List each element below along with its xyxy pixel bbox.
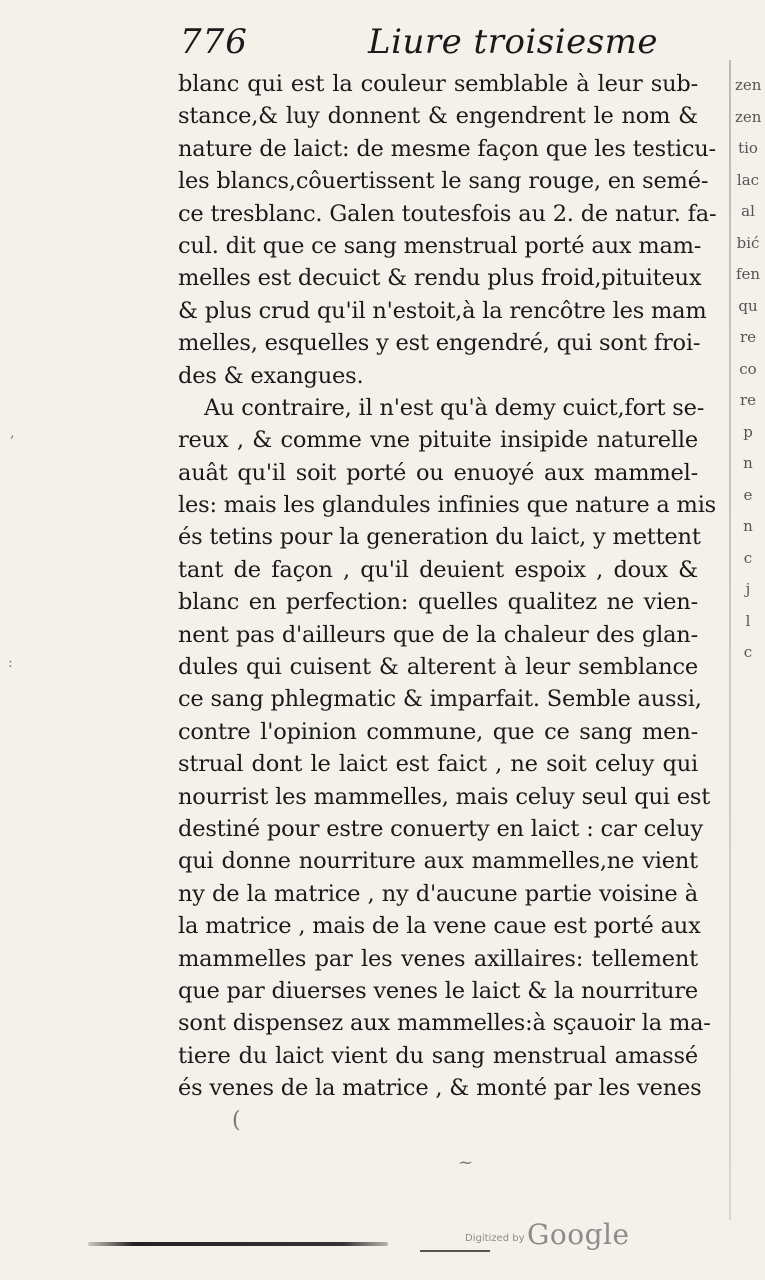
text-line: la matrice , mais de la vene caue est porté aux [178, 913, 701, 940]
text-line: nent pas d'ailleurs que de la chaleur des glan- [178, 621, 698, 648]
binding-edge [729, 60, 731, 1220]
page-bottom-edge-fragment [420, 1250, 490, 1252]
bleed-fragment: e [743, 485, 753, 504]
bleed-fragment: c [743, 548, 753, 567]
text-line: reux , & comme vne pituite insipide naturelle [178, 427, 698, 454]
paragraph-end-line: des & exangues. [178, 362, 364, 389]
paragraph-start-line: Au contraire, il n'est qu'à demy cuict,fort se- [204, 394, 705, 421]
text-line: tiere du laict vient du sang menstrual amassé [178, 1042, 698, 1069]
text-line: tant de façon , qu'il deuient espoix , doux & [178, 556, 698, 583]
text-line: qui donne nourriture aux mammelles,ne vient [178, 848, 698, 875]
text-line: contre l'opinion commune, que ce sang men- [178, 718, 698, 745]
bleed-fragment: co [739, 359, 757, 378]
stray-mark: : [8, 655, 13, 671]
facing-page-bleed [735, 70, 761, 669]
google-logo: Google [527, 1218, 630, 1251]
text-line: strual dont le laict est faict , ne soit celuy qui [178, 751, 698, 778]
bleed-fragment: zen [735, 107, 761, 126]
text-line: & plus crud qu'il n'estoit,à la rencôtre les mam [178, 297, 707, 324]
text-line: destiné pour estre conuerty en laict : car celuy [178, 815, 703, 842]
bleed-fragment: fen [735, 265, 761, 283]
text-line: nature de laict: de mesme façon que les testicu- [178, 135, 716, 162]
text-line: ce tresblanc. Galen toutesfois au 2. de natur. fa- [178, 200, 717, 227]
bleed-fragment: l [745, 611, 751, 630]
watermark-prefix: Digitized by [465, 1233, 525, 1244]
text-line: auât qu'il soit porté ou enuoyé aux mammel- [178, 459, 698, 486]
text-line: les: mais les glandules infinies que nature a mis [178, 492, 717, 519]
bleed-fragment: tio [738, 139, 758, 157]
text-line: melles est decuict & rendu plus froid,pituiteux [178, 265, 702, 292]
text-line: ny de la matrice , ny d'aucune partie voisine à [178, 880, 698, 907]
page-header [180, 22, 710, 64]
text-line: ce sang phlegmatic & imparfait. Semble aussi, [178, 686, 702, 713]
text-line: que par diuerses venes le laict & la nourriture [178, 977, 698, 1004]
text-line: cul. dit que ce sang menstrual porté aux mam- [178, 232, 702, 259]
bleed-fragment: n [743, 454, 753, 472]
bleed-fragment: j [745, 580, 751, 598]
bleed-fragment: al [741, 202, 755, 220]
bleed-fragment: zen [735, 76, 761, 94]
text-line: stance,& luy donnent & engendrent le nom & [178, 103, 698, 130]
text-line: dules qui cuisent & alterent à leur semblance [178, 654, 698, 681]
text-line: blanc en perfection: quelles qualitez ne vien- [178, 589, 698, 616]
text-line: és venes de la matrice , & monté par les venes [178, 1075, 702, 1102]
page-bottom-edge [88, 1242, 388, 1246]
page-number: 776 [180, 22, 248, 62]
bleed-fragment: re [739, 391, 757, 409]
text-line: blanc qui est la couleur semblable à leur sub- [178, 71, 698, 97]
text-line: melles, esquelles y est engendré, qui sont froi- [178, 330, 701, 357]
stray-mark: ( [232, 1108, 241, 1133]
running-title: Liure troisiesme [368, 22, 659, 62]
stray-mark: ‚ [10, 425, 15, 441]
bleed-fragment: p [743, 422, 753, 441]
bleed-fragment: lac [736, 170, 760, 189]
text-line: sont dispensez aux mammelles:à sçauoir la ma- [178, 1010, 711, 1037]
bleed-fragment: bić [736, 233, 760, 252]
bleed-fragment: re [739, 328, 757, 346]
bleed-fragment: c [743, 643, 753, 661]
text-line: nourrist les mammelles, mais celuy seul qui est [178, 783, 711, 810]
stray-mark: ~ [458, 1152, 474, 1173]
text-line: és tetins pour la generation du laict, y mettent [178, 524, 701, 551]
bleed-fragment: n [743, 517, 753, 535]
text-line: mammelles par les venes axillaires: tellement [178, 945, 698, 972]
text-line: les blancs,côuertissent le sang rouge, en semé- [178, 168, 709, 195]
body-text [178, 68, 717, 1105]
bleed-fragment: qu [738, 296, 758, 315]
